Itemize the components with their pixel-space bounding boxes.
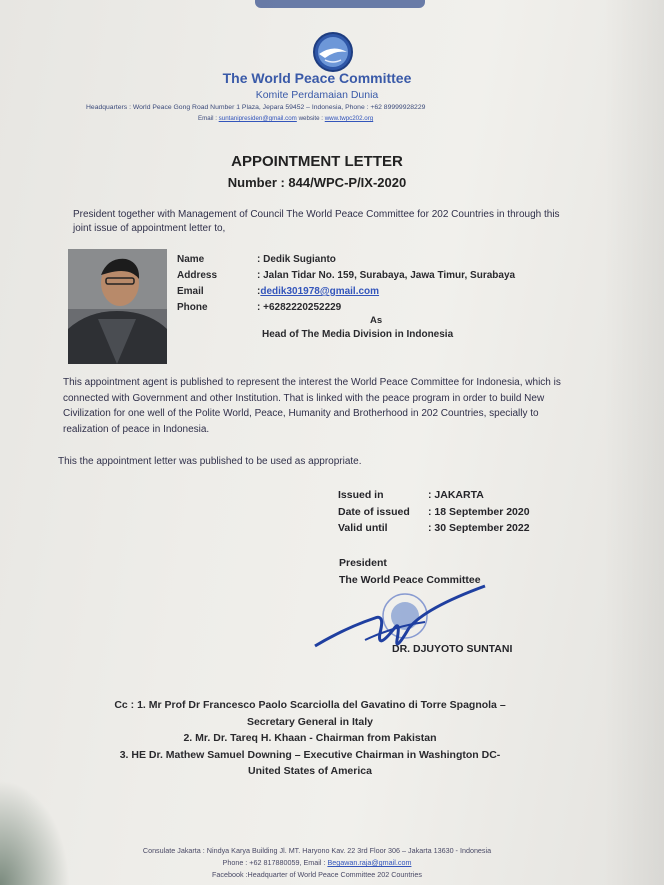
date-label: Date of issued [338,505,410,518]
valid-value: : 30 September 2022 [428,522,530,534]
intro-paragraph: President together with Management of Council The World Peace Committee for 202 Countries in through this joint issue of appointment letter to, [73,209,560,234]
email-row [177,284,515,300]
footer-address: Consulate Jakarta : Nindya Karya Building Jl. MT. Haryono Kav. 22 3rd Floor 306 – Jakarta 13630 - Indonesia [142,846,492,855]
address-value: : Jalan Tidar No. 159, Surabaya, Jawa Timur, Surabaya [257,270,516,281]
email-colon: : [257,286,261,297]
cc-line-3: 2. Mr. Dr. Tareq H. Khaan - Chairman from Pakistan [183,732,437,744]
organization-subtitle: Komite Perdamaian Dunia [255,89,379,101]
contact-line [198,115,373,122]
signatory-name: DR. DJUYOTO SUNTANI [392,643,513,655]
headquarters-line: Headquarters : World Peace Gong Road Number 1 Plaza, Jepara 59452 – Indonesia, Phone : +62 89999928229 [86,104,426,111]
website-label: website : [298,115,323,122]
document-number: Number : 844/WPC-P/IX-2020 [227,175,407,190]
date-row [338,504,530,521]
footer [0,845,634,881]
name-label: Name [177,254,205,265]
name-value: : Dedik Sugianto [257,254,336,265]
issued-in-value: : JAKARTA [428,489,484,501]
position-title: Head of The Media Division in Indonesia [262,329,454,340]
email-label: Email [177,286,204,297]
page-shadow-bottom-left [0,780,70,885]
valid-row [338,520,530,537]
signatory-title: President [339,557,387,569]
issued-in-row [338,487,530,504]
website-link[interactable]: www.twpc202.org [324,115,374,122]
document-title: APPOINTMENT LETTER [231,153,403,170]
recipient-details [177,252,515,316]
top-edge-decoration [255,0,425,8]
issue-details [338,487,530,537]
address-row [177,268,515,284]
address-label: Address [177,270,218,281]
as-label: As [370,315,383,326]
recipient-photo [68,249,167,364]
phone-row [177,300,515,316]
cc-list [0,697,620,780]
cc-line-1: Cc : 1. Mr Prof Dr Francesco Paolo Scarciolla del Gavatino di Torre Spagnola – [114,699,506,711]
cc-line-5: United States of America [248,765,372,777]
signatory-organization: The World Peace Committee [339,573,481,586]
footer-email-link[interactable]: Begawan.raja@gmail.com [327,858,412,867]
body-paragraph: This appointment agent is published to represent the interest the World Peace Committee for Indonesia, which is connected with Government and other Institution. That is linked with the peace program in order to build New Civilization for one well of the Polite World, Peace, Humanity and Brotherhood in 202 Countries, specially to realization of peace in Indonesia. [63,377,561,435]
valid-label: Valid until [338,522,388,534]
world-peace-logo-icon [311,30,355,74]
phone-label: Phone [177,302,208,313]
closing-sentence: This the appointment letter was published to be used as appropriate. [58,456,362,467]
name-row [177,252,515,268]
header-email-link[interactable]: suntanipresiden@gmail.com [218,115,297,122]
page-shadow-right [604,0,664,885]
cc-line-4: 3. HE Dr. Mathew Samuel Downing – Executive Chairman in Washington DC- [119,748,501,761]
email-label: Email : [198,115,217,122]
footer-facebook: Facebook :Headquarter of World Peace Committee 202 Countries [211,870,422,879]
date-value: : 18 September 2020 [428,505,530,518]
footer-contact [0,857,634,869]
organization-name: The World Peace Committee [222,70,412,86]
cc-line-2: Secretary General in Italy [246,715,374,728]
issued-in-label: Issued in [338,489,384,501]
footer-phone: Phone : +62 817880059, Email : [222,858,326,867]
phone-value: : +6282220252229 [257,302,342,313]
recipient-email-link[interactable]: dedik301978@gmail.com [260,286,380,297]
